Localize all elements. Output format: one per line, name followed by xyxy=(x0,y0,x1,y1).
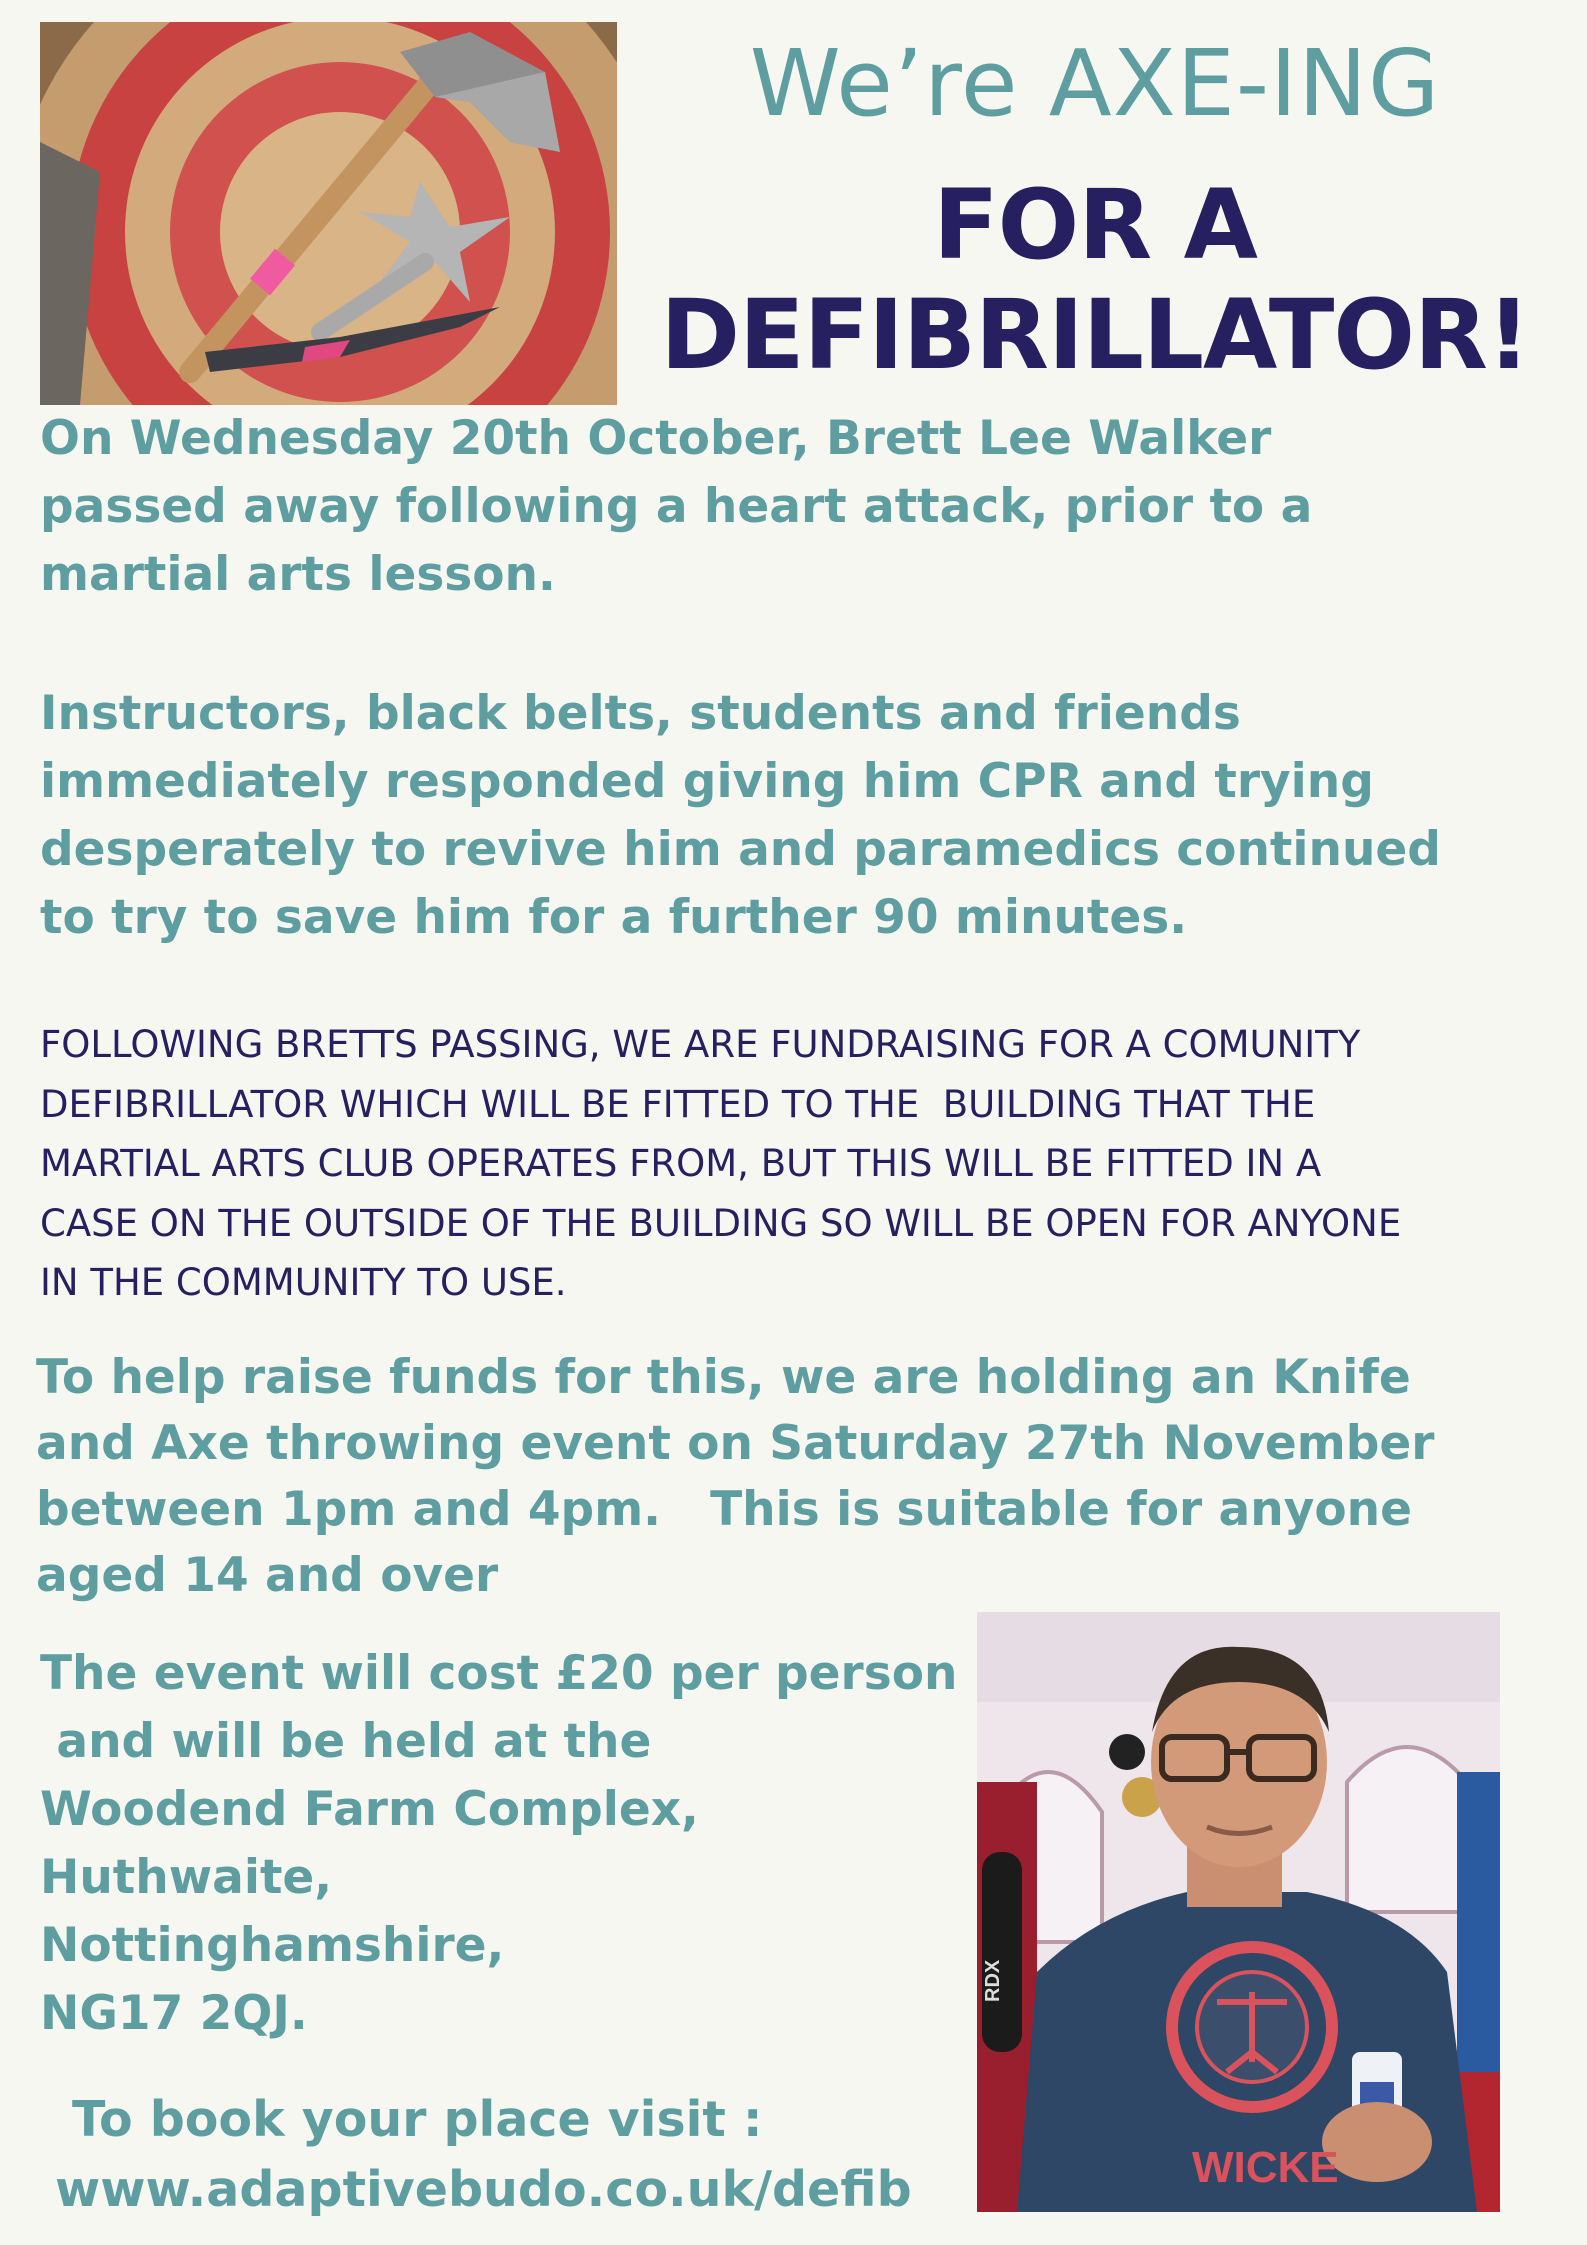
brett-portrait-photo xyxy=(977,1612,1500,2212)
headline-defibrillator xyxy=(640,170,1550,390)
shirt-text: WICKE xyxy=(1192,2143,1339,2192)
venue-line: Woodend Farm Complex, xyxy=(40,1782,699,1837)
fundraising-line: DEFIBRILLATOR WHICH WILL BE FITTED TO THE BUILDING THAT THE xyxy=(40,1082,1316,1126)
intro-line: martial arts lesson. xyxy=(40,547,556,602)
response-paragraph xyxy=(40,680,1560,952)
venue-line: and will be held at the xyxy=(40,1714,652,1769)
booking-prompt: To book your place visit : xyxy=(55,2091,763,2148)
venue-paragraph xyxy=(40,1640,980,2048)
axe-target-photo xyxy=(40,22,617,405)
intro-line: passed away following a heart attack, prior to a xyxy=(40,479,1313,534)
response-line: desperately to revive him and paramedics continued xyxy=(40,822,1441,877)
venue-line: Huthwaite, xyxy=(40,1850,333,1905)
headline-defib-word: DEFIBRILLATOR! xyxy=(660,279,1530,391)
intro-line: On Wednesday 20th October, Brett Lee Walker xyxy=(40,411,1272,466)
venue-line: NG17 2QJ. xyxy=(40,1986,308,2041)
event-line: To help raise funds for this, we are holding an Knife xyxy=(36,1350,1411,1405)
fundraising-line: MARTIAL ARTS CLUB OPERATES FROM, BUT THIS WILL BE FITTED IN A xyxy=(40,1142,1322,1185)
response-line: to try to save him for a further 90 minutes. xyxy=(40,890,1188,945)
event-paragraph xyxy=(36,1345,1536,1609)
booking-url-link[interactable]: www.adaptivebudo.co.uk/defib xyxy=(55,2161,912,2218)
bag-brand-text: RDX xyxy=(982,1959,1004,2002)
fundraising-line: IN THE COMMUNITY TO USE. xyxy=(40,1261,567,1304)
response-line: immediately responded giving him CPR and trying xyxy=(40,754,1374,809)
intro-paragraph xyxy=(40,405,1540,609)
event-line: and Axe throwing event on Saturday 27th November xyxy=(36,1416,1435,1471)
fundraising-line: FOLLOWING BRETTS PASSING, WE ARE FUNDRAISING FOR A COMUNITY xyxy=(40,1023,1361,1066)
response-line: Instructors, black belts, students and friends xyxy=(40,686,1241,741)
fundraising-line: CASE ON THE OUTSIDE OF THE BUILDING SO WILL BE OPEN FOR ANYONE xyxy=(40,1201,1402,1245)
venue-line: Nottinghamshire, xyxy=(40,1918,505,1973)
headline-for-a: FOR A xyxy=(933,169,1257,281)
booking-info xyxy=(55,2085,912,2225)
event-line: aged 14 and over xyxy=(36,1548,499,1603)
fundraising-paragraph xyxy=(40,1015,1560,1313)
headline-axeing: We’re AXE-ING xyxy=(749,30,1441,137)
event-line: between 1pm and 4pm. This is suitable for anyone xyxy=(36,1482,1412,1537)
venue-line: The event will cost £20 per person xyxy=(40,1646,958,1701)
